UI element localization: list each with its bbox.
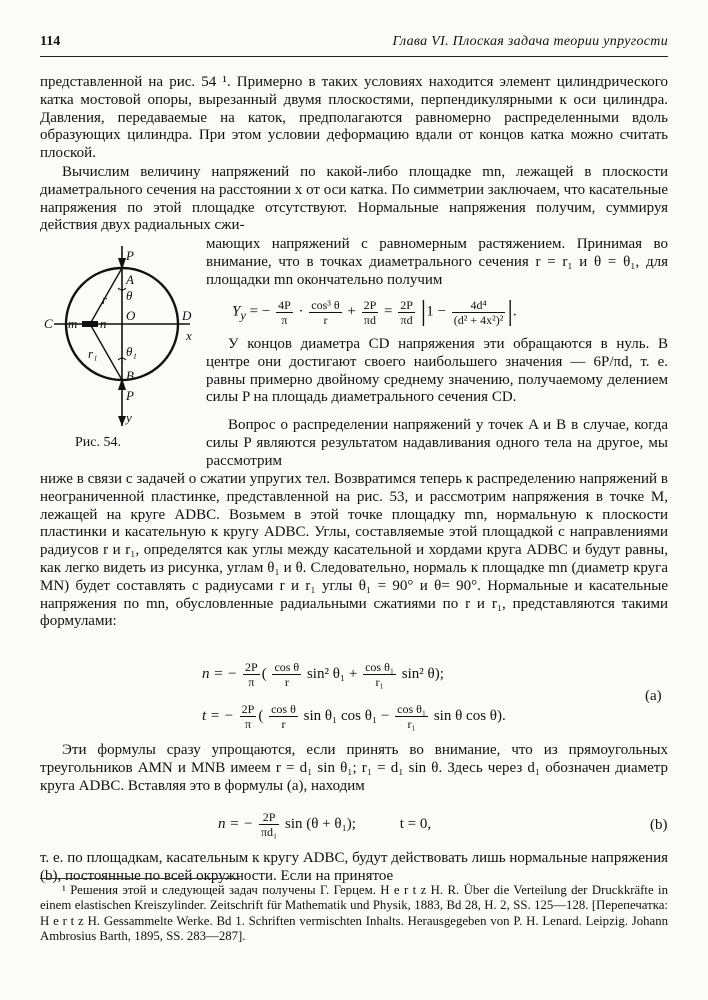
eq-t-frac-cos1 [395,702,428,731]
eq-t-frac-cos [269,702,298,731]
figure-label-r: r [102,292,108,307]
equation-label-b: (b) [650,817,668,833]
eq-b-t: t = 0, [399,815,432,832]
figure-element-mn [82,321,98,327]
eq-t-mid1: sin θ₁ cos θ₁ − [303,707,390,724]
eq-den-pi: π [281,312,288,327]
eq-num-4d4: 4d⁴ [452,298,506,313]
eq-frac-2p-a [362,298,379,327]
figure-label-p-top: P [126,248,134,263]
figure-label-o: O [126,308,136,323]
eq-n-num-cos: cos θ [274,660,300,674]
eq-t-num-2p: 2P [241,702,255,716]
eq-frac-4d4 [452,298,506,327]
eq-t-lhs: t = − [202,707,234,724]
footnote-rule [40,878,240,879]
figure-54 [42,240,202,430]
eq-b-rest: sin (θ + θ₁); [285,815,356,832]
figure-label-d: D [182,308,192,323]
eq-b-den: πd₁ [261,825,278,839]
equation-label-a: (a) [645,688,662,704]
eq-num-2p-b: 2P [400,297,413,312]
eq-frac-2p-b [398,298,415,327]
figure-label-a: A [126,272,134,287]
figure-label-p-bottom: P [126,388,134,403]
figure-label-b: B [126,368,134,383]
eq-frac-cos3 [309,298,341,327]
eq-n-den-r1: r₁ [375,675,384,689]
equation-t: t = − $\frac{2P}{\pi}$ ( $\frac{\text{cos θ}}{r}$ sin θ₁ cos θ₁ − $\frac{\text{cos θ₁}}{\text{r₁}}$ sin θ cos θ). [202,702,506,731]
eq-n-num-2p: 2P [245,660,258,674]
eq-frac-4p [276,298,293,327]
eq-yy-sub: y [240,308,246,323]
figure-arrow-y [118,416,126,426]
page-number: 114 [40,34,61,49]
figure-label-n: n [100,316,107,331]
paragraph-5: Эти формулы сразу упрощаются, если принять во внимание, что из прямоугольных треугольников AMN и MNB имеем r = d₁ sin θ₁; r₁ = d₁ sin θ. Здесь через d₁ обозначен диаметр круга ADBC. Вставляя это в формулы (a), находим [40,742,668,794]
eq-num-cos3: cos³ θ [311,297,340,312]
paragraph-4a: Вопрос о распределении напряжений у точек A и B в случае, когда силы P являются результатом надавливания одного тела на другое, мы рассмотрим [206,417,668,469]
eq-t-den-r: r [281,717,286,731]
eq-one-minus: 1 − [426,303,446,320]
eq-n-frac-cos1 [363,660,396,689]
eq-b-frac [259,810,279,839]
equation-n: n = − $\frac{2P}{\pi}$ ( $\frac{\text{cos θ}}{r}$ sin² θ₁ + $\frac{\text{cos θ₁}}{\text{r₁}}$ sin² θ); [202,660,444,689]
eq-n-lhs: n = − [202,665,238,682]
paragraph-2-continued: мающих напряжений с равномерным растяжением. Принимая во внимание, что в точках диаметрального сечения r = r₁ и θ = θ₁, для площадки mn окончательно получим [206,236,668,288]
running-title: Глава VI. Плоская задача теории упругости [392,34,668,49]
eq-num-2p-a: 2P [363,297,377,312]
eq-n-mid2: sin² θ); [401,665,444,682]
eq-t-frac-2p [240,702,257,731]
eq-b-lhs: n = − [218,815,254,832]
header-rule [40,56,668,57]
eq-n-mid1: sin² θ₁ + [306,665,358,682]
eq-num-4p: 4P [278,297,291,312]
eq-b-num: 2P [259,810,279,825]
eq-den-pid-b: πd [400,312,413,327]
eq-t-num-cos1: cos θ₁ [397,702,427,716]
eq-n-frac-2p [243,660,260,689]
footnote: ¹ Решения этой и следующей задач получены Г. Герцем. H e r t z H. R. Über die Verteilung der Druckkräfte in einem elastischen Kreiszylinder. Zeitschrift für Mathematik und Physik, 1883, Bd 28, H. 2, SS. 125—128. [Перепечатка: H e r t z H. Gessammelte Werke. Bd 1. Schriften vermischten Inhalts. Herausgegeben von P. H. Lenard. Leipzig. Johann Ambrosius Barth, 1895, SS. 283—287]. [40,883,668,944]
figure-label-theta1: θ₁ [126,344,137,359]
figure-caption: Рис. 54. [75,435,121,450]
figure-label-c: C [44,316,53,331]
eq-yy-lhs: Y [232,303,241,320]
eq-t-den-r1: r₁ [407,717,416,731]
figure-label-x: x [186,328,192,343]
figure-label-m: m [68,316,78,331]
eq-n-den-pi: π [248,675,255,689]
paragraph-2: Вычислим величину напряжений по какой-либо площадке mn, лежащей в плоскости диаметрального сечения на расстоянии x от оси катка. По симметрии заключаем, что касательные напряжения по этой площадке отсутствуют. Нормальные напряжения получим, суммируя действия двух радиальных сжи- [40,164,668,234]
paragraph-3: У концов диаметра CD напряжения эти обращаются в нуль. В центре они достигают своего наибольшего значения — 6P/πd, т. е. равны примерно двойному среднему значению, получаемому делением силы P на площадь диаметрального сечения CD. [206,336,668,406]
eq-den-r: r [323,312,328,327]
eq-t-num-cos: cos θ [271,702,296,716]
page-header [40,34,668,54]
figure-label-y: y [126,410,132,425]
equation-b [218,810,431,839]
eq-n-frac-cos [272,660,301,689]
paragraph-1: представленной на рис. 54 ¹. Примерно в таких условиях находится элемент цилиндрического катка мостовой опоры, вырезанный двумя плоскостями, перпендикулярными к оси цилиндра. Давления, передаваемые на каток, предполагаются равномерно распределенными вдоль образующих цилиндра. При этом условии деформацию вдали от концов катка можно считать плоской. [40,74,668,162]
figure-label-r1: r₁ [88,346,98,361]
eq-den-d2: (d² + 4x²)² [453,312,504,327]
eq-t-mid2: sin θ cos θ). [433,707,506,724]
eq-den-pid-a: πd [363,312,376,327]
eq-n-num-cos1: cos θ₁ [365,660,395,674]
equation-yy: $Y_y$ = − $\frac{4P}{\pi}$ · $\frac{\text{cos³ θ}}{r}$ + $\frac{2P}{\pi d}$ = $\frac{2P}{\pi d}$ |1 − $\frac{\text{4d⁴}}{\text{(d² + 4x²)²}}$ |. [232,296,517,327]
paragraph-4b: ниже в связи с задачей о сжатии упругих тел. Возвратимся теперь к распределению напряжений в неограниченной пластинке, представленной на рис. 53, и рассмотрим напряжения в точке M, лежащей на круге ADBC. Возьмем в этой точке площадку mn, нормальную к плоскости пластинки и касательную к кругу ADBC. Углы, составляемые этой площадкой с направлениями радиусов r и r₁, определятся как углы между касательной и хордами круга ADBC и будут равны, как легко видеть из рисунка, углам θ₁ и θ. Следовательно, нормаль к площадке mn (диаметр круга MN) будет составлять с радиусами r и r₁ углы θ₁ = 90° и θ= 90°. Нормальные и касательные напряжения по mn, обусловленные радиальными сжатиями по r и r₁, представляются такими формулами: [40,471,668,630]
eq-t-den-pi: π [244,717,252,731]
eq-n-den-r: r [284,675,289,689]
figure-label-theta: θ [126,288,133,303]
paragraph-6: т. е. по площадкам, касательным к кругу ADBC, будут действовать лишь нормальные напряжения (b), постоянные по всей окружности. Если на принятое [40,850,668,884]
